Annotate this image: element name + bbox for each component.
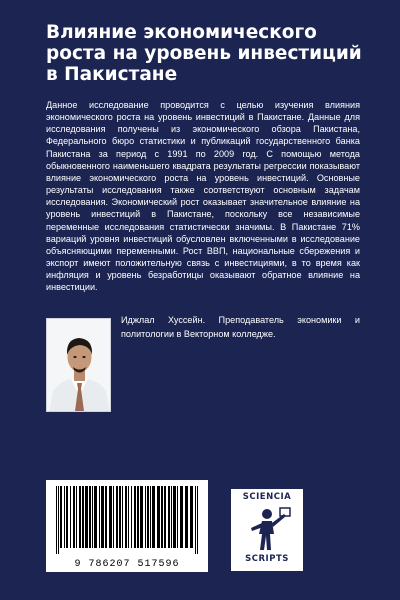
publisher-logo-top-text: SCIENCIA: [242, 492, 292, 502]
book-abstract: Данное исследование проводится с целью изучения влияния экономического роста на уровень инвестиций в Пакистане. Данные для исследования получены из экономического обзора Пакистана, Федерального бюро статистики и публикаций государственного банка Пакистана за период с 1991 по 2009 год. С помощью метода обыкновенного наименьшего квадрата результаты регрессии показывают влияние экономического роста на уровень инвестиций. Основные результаты исследования также соответствуют основным задачам исследования. Экономический рост оказывает значительное влияние на уровень инвестиций в Пакистане, поскольку все независимые переменные исследования статистически значимы. В Пакистане 71% вариаций уровня инвестиций обусловлен включенными в исследование объясняющими переменными. Рост ВВП, национальные сбережения и экспорт имеют положительную связь с инвестициями, в то время как инфляция и уровень безработицы оказывают обратное влияние на инвестиции.: [46, 100, 360, 293]
isbn-number: 9 786207 517596: [74, 559, 180, 570]
publisher-logo: [231, 489, 303, 571]
publisher-logo-bottom-text: SCRIPTS: [245, 554, 289, 564]
author-photo: [46, 318, 111, 412]
book-title: Влияние экономического роста на уровень инвестиций в Пакистане: [46, 22, 362, 85]
publisher-figure-icon: [242, 504, 292, 554]
author-bio: Иджлал Хуссейн. Преподаватель экономики и политологии в Векторном колледже.: [121, 315, 360, 339]
isbn-barcode: [46, 480, 208, 572]
